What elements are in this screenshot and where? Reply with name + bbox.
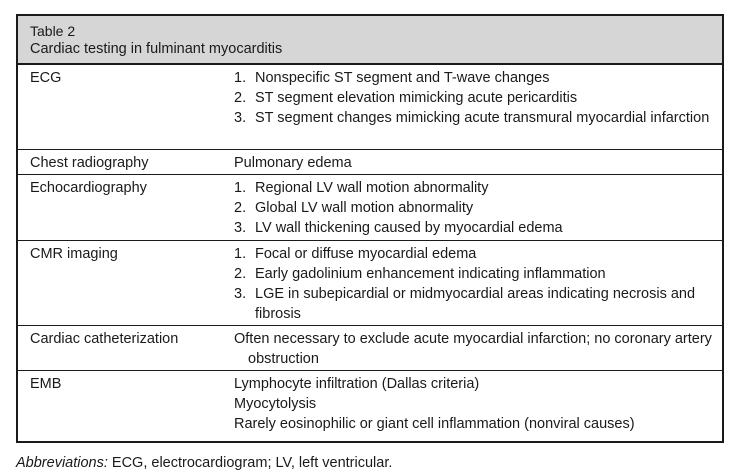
row-content (234, 244, 712, 324)
item-text: ST segment elevation mimicking acute pericarditis (255, 90, 578, 106)
table (16, 14, 724, 443)
row-line: Myocytolysis (234, 396, 317, 412)
table-row-echocardiography (18, 175, 722, 241)
item-number: 1. (234, 246, 247, 262)
item-text: ST segment changes mimicking acute transmural myocardial infarction (255, 110, 710, 126)
list-item (234, 198, 712, 218)
row-content (234, 153, 712, 173)
item-number: 2. (234, 90, 247, 106)
row-label: ECG (30, 70, 62, 86)
table-row-chest-radiography (18, 150, 722, 175)
list-item (234, 264, 712, 284)
list-item (234, 284, 712, 324)
item-text: Early gadolinium enhancement indicating inflammation (255, 266, 606, 282)
item-text: LGE in subepicardial or midmyocardial areas indicating necrosis and fibrosis (255, 286, 696, 322)
row-content (234, 329, 712, 369)
item-number: 2. (234, 200, 247, 216)
row-label: EMB (30, 376, 62, 392)
row-label: CMR imaging (30, 246, 118, 262)
list-item (234, 244, 712, 264)
item-number: 1. (234, 180, 247, 196)
row-content (234, 374, 712, 434)
item-number: 2. (234, 266, 247, 282)
footnote-label: Abbreviations: (16, 455, 108, 471)
table-row-emb (18, 371, 722, 439)
list-item (234, 108, 712, 128)
row-content (234, 178, 712, 238)
row-label: Cardiac catheterization (30, 331, 179, 347)
item-text: Global LV wall motion abnormality (255, 200, 474, 216)
table-number: Table 2 (30, 23, 76, 39)
item-text: Regional LV wall motion abnormality (255, 180, 489, 196)
item-number: 3. (234, 110, 247, 126)
row-label: Echocardiography (30, 180, 147, 196)
row-line: Often necessary to exclude acute myocardial infarction; no coronary artery obstruction (234, 331, 712, 367)
table-row-ecg (18, 65, 722, 150)
table-caption: Cardiac testing in fulminant myocarditis (30, 41, 283, 57)
list-item (234, 218, 712, 238)
row-label: Chest radiography (30, 155, 149, 171)
list-item (234, 68, 712, 88)
table-row-cmr-imaging (18, 241, 722, 326)
list-item (234, 178, 712, 198)
row-line: Rarely eosinophilic or giant cell inflammation (nonviral causes) (234, 416, 635, 432)
row-line: Lymphocyte infiltration (Dallas criteria) (234, 376, 480, 392)
abbreviations-footnote (16, 454, 392, 472)
row-line: Pulmonary edema (234, 155, 352, 171)
item-number: 3. (234, 220, 247, 236)
row-content (234, 68, 712, 128)
item-text: Focal or diffuse myocardial edema (255, 246, 477, 262)
list-item (234, 88, 712, 108)
table-row-cardiac-catheterization (18, 326, 722, 371)
table-header (18, 16, 722, 65)
item-text: LV wall thickening caused by myocardial edema (255, 220, 563, 236)
item-number: 3. (234, 286, 247, 302)
item-number: 1. (234, 70, 247, 86)
item-text: Nonspecific ST segment and T-wave changes (255, 70, 550, 86)
footnote-text: ECG, electrocardiogram; LV, left ventricular. (107, 455, 393, 471)
